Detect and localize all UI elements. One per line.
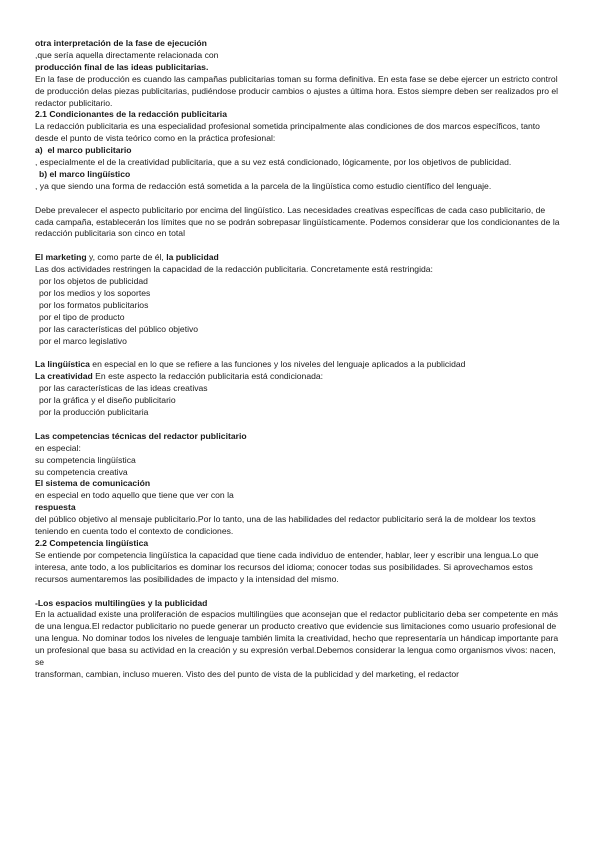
list-item: por las características de las ideas creativas — [39, 383, 208, 394]
list-item: por la producción publicitaria — [39, 407, 149, 418]
heading-interpretation: otra interpretación de la fase de ejecución — [35, 38, 207, 48]
linguistica-term: La lingüística — [35, 359, 90, 370]
marketing-connector: y, como parte de él, — [86, 252, 167, 263]
paragraph-creatividad — [35, 371, 565, 383]
spacer — [35, 348, 565, 360]
heading-marketing — [35, 252, 565, 264]
list-item: por el marco legislativo — [39, 335, 127, 346]
list-item: su competencia lingüística — [35, 454, 136, 465]
paragraph-competencia: Se entiende por competencia lingüística la capacidad que tiene cada individuo de entender, hablar, leer y escribir una lengua.Lo que interesa, ante todo, a los publicitarios es dominar los recursos del idioma; conocer todas sus posibilidades. Si aprovechamos estos recursos aumentaremos las posibilidades de impacto y la intensidad del mismo. — [35, 549, 539, 584]
list-item: por los formatos publicitarios — [39, 299, 149, 310]
linguistica-text: en especial en lo que se refiere a las funciones y los niveles del lenguaje aplicados a la publicidad — [89, 359, 466, 370]
creatividad-term: La creatividad — [35, 371, 93, 382]
list-item: su competencia creativa — [35, 466, 128, 477]
section-heading-2-1: 2.1 Condicionantes de la redacción publicitaria — [35, 109, 227, 120]
paragraph-multilingues: En la actualidad existe una proliferación de espacios multilingües que aconsejan que el redactor publicitario deba ser competente en más de una lengua.El redactor publicitario no puede generar un producto creativo que evidencie sus limitaciones como usuario profesional de una lengua. No dominar todos los niveles de lenguaje también limita la creatividad, hecho que representaría un hándicap importante para un profesional que basa su actividad en la creación y su expresión verbal.Debemos considerar la lengua como organismos vivos: nacen, se — [35, 609, 559, 668]
text-line: ,que sería aquella directamente relacionada con — [35, 49, 219, 60]
spacer — [35, 586, 565, 598]
paragraph-marco-linguistico: , ya que siendo una forma de redacción está sometida a la parcela de la lingüística como estudio científico del lenguaje. — [35, 180, 492, 191]
paragraph-continuation: transforman, cambian, incluso mueren. Visto des del punto de vista de la publicidad y del marketing, el redactor — [35, 668, 460, 679]
spacer — [35, 193, 565, 205]
paragraph-linguistica — [35, 359, 565, 371]
item-text-a: el marco publicitario — [47, 145, 132, 156]
heading-competencias: Las competencias técnicas del redactor publicitario — [35, 430, 247, 441]
section-heading-2-2: 2.2 Competencia lingüística — [35, 538, 149, 548]
list-item: por las características del público objetivo — [39, 323, 199, 334]
paragraph-publico: del público objetivo al mensaje publicitario.Por lo tanto, una de las habilidades del redactor publicitario será la de moldear los textos teniendo en cuenta todo el contexto de condiciones. — [35, 514, 536, 537]
paragraph-restrictions: Las dos actividades restringen la capacidad de la redacción publicitaria. Concretamente está restringida: — [35, 264, 433, 275]
document-page — [35, 38, 565, 681]
list-item: por la gráfica y el diseño publicitario — [39, 395, 176, 406]
list-item: por los medios y los soportes — [39, 288, 151, 298]
item-marco-publicitario — [35, 145, 565, 157]
term-respuesta: respuesta — [35, 502, 76, 513]
publicidad-term: la publicidad — [166, 252, 219, 263]
item-label-b: b) — [39, 168, 48, 179]
paragraph-production: En la fase de producción es cuando las campañas publicitarias toman su forma definitiva. En esta fase se debe ejercer un estricto control de producción delas piezas publicitarias, pudiéndose producir cambios o ajustes a última hora. Estos siempre deben ser realizados pro el redactor publicitario. — [35, 73, 559, 108]
paragraph-marco-publicitario: , especialmente el de la creatividad publicitaria, que a su vez está condicionado, lógicamente, por los objetivos de publicidad. — [35, 157, 512, 168]
text-line: en especial en todo aquello que tiene que ver con la — [35, 490, 234, 501]
spacer — [35, 419, 565, 431]
list-item: por el tipo de producto — [39, 311, 125, 322]
item-text-b: el marco lingüístico — [49, 168, 131, 179]
heading-production: producción final de las ideas publicitarias. — [35, 61, 209, 72]
item-label-a: a) — [35, 145, 43, 156]
heading-comunicacion: El sistema de comunicación — [35, 478, 151, 489]
heading-multilingues: -Los espacios multilingües y la publicidad — [35, 597, 208, 608]
text-line: en especial: — [35, 442, 81, 453]
list-item: por los objetos de publicidad — [39, 276, 148, 287]
creatividad-text: En este aspecto la redacción publicitaria está condicionada: — [92, 371, 324, 382]
paragraph-prevalence: Debe prevalecer el aspecto publicitario por encima del lingüístico. Las necesidades creativas específicas de cada caso publicitario, de cada campaña, establecerán los límites que no se podrán sobrepasar lingüísticamente. Podemos considerar que los condicionantes de la redacción publicitaria son cinco en total — [35, 204, 560, 239]
spacer — [35, 240, 565, 252]
marketing-term: El marketing — [35, 252, 87, 263]
item-marco-linguistico — [35, 169, 565, 181]
paragraph-conditions: La redacción publicitaria es una especialidad profesional sometida principalmente alas condiciones de dos marcos específicos, tanto desde el punto de vista teórico como en la práctica profesional: — [35, 121, 540, 144]
